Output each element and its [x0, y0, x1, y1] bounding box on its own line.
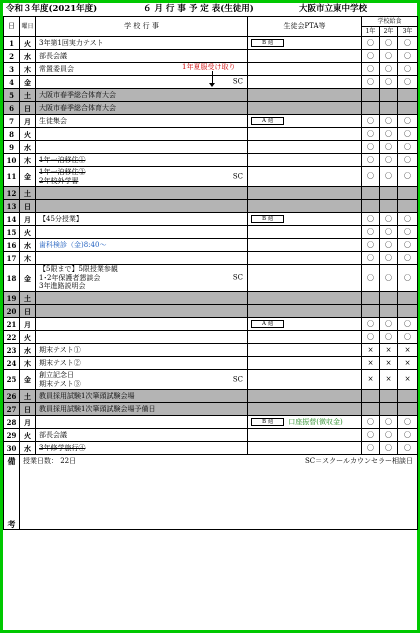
school-events-cell — [36, 390, 248, 403]
pta-cell — [248, 128, 362, 141]
lunch-mark-grade-2: 〇 — [380, 50, 398, 63]
week-badge: B 週 — [251, 418, 284, 426]
day-row — [4, 50, 418, 63]
lunch-mark-grade-3 — [398, 102, 418, 115]
school-event: 1年一泊移住② — [39, 168, 86, 176]
pta-cell — [248, 344, 362, 357]
lunch-mark-grade-2: 〇 — [380, 226, 398, 239]
day-row — [4, 128, 418, 141]
weekday: 月 — [20, 318, 36, 331]
day-number: 29 — [4, 429, 20, 442]
weekday: 金 — [20, 370, 36, 390]
day-number: 4 — [4, 76, 20, 89]
day-number: 20 — [4, 305, 20, 318]
lunch-mark-grade-3 — [398, 292, 418, 305]
lunch-mark-grade-3 — [398, 187, 418, 200]
school-events-cell — [36, 102, 248, 115]
weekday: 日 — [20, 200, 36, 213]
day-row — [4, 115, 418, 128]
school-events-cell — [36, 37, 248, 50]
school-events-cell — [36, 370, 248, 390]
school-event: 大阪市春季総合体育大会 — [39, 103, 116, 112]
lunch-mark-grade-1: 〇 — [362, 331, 380, 344]
day-row — [4, 344, 418, 357]
school-events-cell — [36, 226, 248, 239]
school-events-cell — [36, 429, 248, 442]
school-event: 歯科検診（金)8:40～ — [39, 240, 107, 249]
pta-cell — [248, 252, 362, 265]
school-event: 大阪市春季総合体育大会 — [39, 90, 116, 99]
sc-marker: SC — [232, 375, 243, 383]
weekday: 月 — [20, 213, 36, 226]
lunch-mark-grade-3: 〇 — [398, 167, 418, 187]
lunch-mark-grade-2: × — [380, 357, 398, 370]
weekday: 月 — [20, 115, 36, 128]
lunch-mark-grade-2: × — [380, 344, 398, 357]
pta-cell — [248, 292, 362, 305]
day-row — [4, 89, 418, 102]
weekday: 火 — [20, 128, 36, 141]
pta-cell — [248, 37, 362, 50]
lunch-mark-grade-3: 〇 — [398, 429, 418, 442]
lunch-mark-grade-2: 〇 — [380, 331, 398, 344]
school-event: 1年一泊移住① — [39, 155, 86, 164]
lunch-mark-grade-1: 〇 — [362, 128, 380, 141]
grade-1-header: 1年 — [362, 27, 380, 37]
pta-cell — [248, 442, 362, 455]
pta-cell — [248, 226, 362, 239]
school-events-cell — [36, 63, 248, 76]
lunch-mark-grade-2: 〇 — [380, 115, 398, 128]
pta-cell — [248, 187, 362, 200]
day-row — [4, 318, 418, 331]
lunch-mark-grade-1: 〇 — [362, 63, 380, 76]
lunch-mark-grade-2: 〇 — [380, 76, 398, 89]
school-events-cell — [36, 213, 248, 226]
lunch-mark-grade-1: 〇 — [362, 76, 380, 89]
weekday: 木 — [20, 154, 36, 167]
day-row — [4, 442, 418, 455]
day-number: 5 — [4, 89, 20, 102]
day-number: 14 — [4, 213, 20, 226]
day-number: 22 — [4, 331, 20, 344]
lunch-mark-grade-1: 〇 — [362, 226, 380, 239]
lesson-days: 授業日数： 22日 — [23, 457, 77, 465]
school-events-header: 学 校 行 事 — [36, 17, 248, 37]
lunch-mark-grade-3: 〇 — [398, 37, 418, 50]
day-number: 3 — [4, 63, 20, 76]
lunch-mark-grade-3: × — [398, 357, 418, 370]
day-row — [4, 76, 418, 89]
school-event: 3年第1回実力テスト — [39, 38, 104, 47]
weekday: 木 — [20, 357, 36, 370]
day-number: 18 — [4, 265, 20, 292]
lunch-mark-grade-2 — [380, 403, 398, 416]
school-events-cell — [36, 239, 248, 252]
sc-legend: SC＝スクールカウンセラー相談日 — [305, 457, 414, 465]
day-number: 9 — [4, 141, 20, 154]
lunch-mark-grade-3: × — [398, 370, 418, 390]
lunch-mark-grade-2 — [380, 187, 398, 200]
day-number: 26 — [4, 390, 20, 403]
weekday: 日 — [20, 102, 36, 115]
pta-cell — [248, 403, 362, 416]
pta-cell — [248, 416, 362, 429]
weekday: 火 — [20, 37, 36, 50]
lunch-header: 学校給食 — [362, 17, 418, 27]
weekday: 日 — [20, 305, 36, 318]
lunch-mark-grade-2: 〇 — [380, 318, 398, 331]
pta-cell — [248, 318, 362, 331]
lunch-mark-grade-2: 〇 — [380, 167, 398, 187]
lunch-mark-grade-1 — [362, 403, 380, 416]
school-events-cell — [36, 442, 248, 455]
lunch-mark-grade-3: 〇 — [398, 213, 418, 226]
lunch-mark-grade-2: 〇 — [380, 128, 398, 141]
school-events-cell — [36, 167, 248, 187]
lunch-mark-grade-2 — [380, 390, 398, 403]
lunch-mark-grade-1 — [362, 102, 380, 115]
sc-marker: SC — [232, 172, 243, 180]
weekday: 日 — [20, 403, 36, 416]
lunch-mark-grade-2: × — [380, 370, 398, 390]
pta-cell — [248, 305, 362, 318]
pta-cell — [248, 357, 362, 370]
day-row — [4, 357, 418, 370]
pta-cell — [248, 200, 362, 213]
lunch-mark-grade-2: 〇 — [380, 213, 398, 226]
school-events-cell — [36, 344, 248, 357]
pta-cell — [248, 141, 362, 154]
lunch-mark-grade-3: 〇 — [398, 50, 418, 63]
school-event: 2年校外学習 — [39, 176, 79, 185]
school-events-cell — [36, 357, 248, 370]
remarks-label-bottom: 考 — [7, 519, 16, 529]
lunch-mark-grade-1 — [362, 187, 380, 200]
lunch-mark-grade-1: 〇 — [362, 37, 380, 50]
weekday: 水 — [20, 50, 36, 63]
school-event: 教員採用試験1次筆頭試験会場 — [39, 391, 135, 400]
school-events-cell — [36, 115, 248, 128]
lunch-mark-grade-3: 〇 — [398, 226, 418, 239]
weekday: 土 — [20, 89, 36, 102]
sheet-header — [3, 3, 417, 16]
weekday: 木 — [20, 252, 36, 265]
lunch-mark-grade-1 — [362, 89, 380, 102]
lunch-mark-grade-3: 〇 — [398, 141, 418, 154]
school-events-cell — [36, 141, 248, 154]
school-events-cell — [36, 318, 248, 331]
day-row — [4, 403, 418, 416]
day-number: 16 — [4, 239, 20, 252]
lunch-mark-grade-2: 〇 — [380, 141, 398, 154]
school-event: 創立記念日 — [39, 371, 74, 379]
lunch-mark-grade-3 — [398, 200, 418, 213]
school-events-cell — [36, 416, 248, 429]
weekday: 火 — [20, 331, 36, 344]
day-number: 17 — [4, 252, 20, 265]
weekday: 火 — [20, 429, 36, 442]
lunch-mark-grade-1 — [362, 200, 380, 213]
day-number: 27 — [4, 403, 20, 416]
lunch-mark-grade-2 — [380, 200, 398, 213]
weekday: 木 — [20, 63, 36, 76]
day-row — [4, 154, 418, 167]
pta-cell — [248, 429, 362, 442]
day-row — [4, 416, 418, 429]
school-event: 3年進路説明会 — [39, 282, 86, 291]
lunch-mark-grade-2 — [380, 89, 398, 102]
lunch-mark-grade-3 — [398, 305, 418, 318]
weekday: 金 — [20, 265, 36, 292]
account-transfer-note: 口座振替(徴収金) — [288, 417, 343, 426]
weekday: 金 — [20, 167, 36, 187]
lunch-mark-grade-3: 〇 — [398, 318, 418, 331]
school-events-cell — [36, 200, 248, 213]
weekday-header: 曜日 — [20, 17, 36, 37]
lunch-mark-grade-1: 〇 — [362, 213, 380, 226]
lunch-mark-grade-2 — [380, 305, 398, 318]
school-events-cell — [36, 403, 248, 416]
week-badge: A 週 — [251, 117, 284, 125]
school-event: 3年修学旅行④ — [39, 443, 86, 452]
remarks-content — [20, 455, 418, 530]
day-row — [4, 200, 418, 213]
pta-cell — [248, 76, 362, 89]
day-number: 21 — [4, 318, 20, 331]
weekday: 水 — [20, 344, 36, 357]
day-row — [4, 305, 418, 318]
pta-cell — [248, 331, 362, 344]
school-event: 部長会議 — [39, 430, 67, 439]
remarks-label-top: 備 — [7, 456, 16, 466]
lunch-mark-grade-2 — [380, 292, 398, 305]
lunch-mark-grade-3: 〇 — [398, 76, 418, 89]
lunch-mark-grade-3: 〇 — [398, 331, 418, 344]
lunch-mark-grade-2: 〇 — [380, 252, 398, 265]
remarks-label-cell — [4, 455, 20, 530]
lunch-mark-grade-3: 〇 — [398, 442, 418, 455]
lunch-mark-grade-2: 〇 — [380, 63, 398, 76]
day-row — [4, 331, 418, 344]
day-row — [4, 213, 418, 226]
lunch-mark-grade-1: 〇 — [362, 50, 380, 63]
lunch-mark-grade-3: 〇 — [398, 63, 418, 76]
lunch-mark-grade-1 — [362, 305, 380, 318]
day-row — [4, 102, 418, 115]
lunch-mark-grade-3 — [398, 89, 418, 102]
pta-cell — [248, 115, 362, 128]
day-number: 24 — [4, 357, 20, 370]
school-events-cell — [36, 252, 248, 265]
pta-cell — [248, 265, 362, 292]
school-event: 期末テスト③ — [39, 379, 81, 388]
school-events-cell — [36, 265, 248, 292]
school-event: 【5限まで】5限授業参観 — [39, 265, 118, 274]
day-number: 25 — [4, 370, 20, 390]
weekday: 水 — [20, 141, 36, 154]
lunch-mark-grade-3: 〇 — [398, 265, 418, 292]
lunch-mark-grade-3 — [398, 390, 418, 403]
lunch-mark-grade-3: 〇 — [398, 128, 418, 141]
lunch-mark-grade-1 — [362, 292, 380, 305]
school-event: 常置委員会 — [39, 64, 74, 73]
day-row — [4, 187, 418, 200]
lunch-mark-grade-2: 〇 — [380, 442, 398, 455]
school-events-cell — [36, 128, 248, 141]
fiscal-year: 令和３年度(2021年度) — [6, 4, 98, 14]
lunch-mark-grade-1: 〇 — [362, 239, 380, 252]
lunch-mark-grade-3: 〇 — [398, 154, 418, 167]
day-row — [4, 252, 418, 265]
pta-cell — [248, 390, 362, 403]
day-number: 6 — [4, 102, 20, 115]
day-number: 13 — [4, 200, 20, 213]
pta-cell — [248, 370, 362, 390]
lunch-mark-grade-2: 〇 — [380, 265, 398, 292]
school-event: 【45分授業】 — [39, 214, 83, 223]
lunch-mark-grade-2: 〇 — [380, 416, 398, 429]
day-number: 12 — [4, 187, 20, 200]
day-number: 30 — [4, 442, 20, 455]
page-title: ６ 月 行 事 予 定 表(生徒用) — [143, 4, 254, 14]
lunch-mark-grade-1: × — [362, 357, 380, 370]
day-number: 10 — [4, 154, 20, 167]
lunch-mark-grade-2: 〇 — [380, 429, 398, 442]
weekday: 火 — [20, 226, 36, 239]
lunch-mark-grade-1: 〇 — [362, 416, 380, 429]
day-row — [4, 239, 418, 252]
week-badge: B 週 — [251, 39, 284, 47]
school-events-cell — [36, 331, 248, 344]
day-number: 2 — [4, 50, 20, 63]
weekday: 土 — [20, 292, 36, 305]
day-number: 15 — [4, 226, 20, 239]
lunch-mark-grade-2 — [380, 102, 398, 115]
school-events-cell — [36, 305, 248, 318]
pta-cell — [248, 50, 362, 63]
weekday: 月 — [20, 416, 36, 429]
school-event: 部長会議 — [39, 51, 67, 60]
weekday: 土 — [20, 390, 36, 403]
school-event: 1･2年保護者懇談会 — [39, 273, 101, 282]
school-events-cell — [36, 154, 248, 167]
school-event: 期末テスト② — [39, 358, 81, 367]
lunch-mark-grade-1: 〇 — [362, 442, 380, 455]
pta-cell — [248, 154, 362, 167]
school-events-cell — [36, 76, 248, 89]
lunch-mark-grade-1 — [362, 390, 380, 403]
school-events-cell — [36, 187, 248, 200]
lunch-mark-grade-3: 〇 — [398, 416, 418, 429]
weekday: 水 — [20, 442, 36, 455]
schedule-table — [3, 16, 418, 530]
weekday: 水 — [20, 239, 36, 252]
lunch-mark-grade-2: 〇 — [380, 154, 398, 167]
lunch-mark-grade-3: × — [398, 344, 418, 357]
school-name: 大阪市立東中学校 — [299, 4, 368, 14]
school-event: 期末テスト① — [39, 345, 81, 354]
grade-2-header: 2年 — [380, 27, 398, 37]
school-event: 生徒集会 — [39, 116, 67, 125]
lunch-mark-grade-1: 〇 — [362, 154, 380, 167]
day-number: 8 — [4, 128, 20, 141]
lunch-mark-grade-1: × — [362, 370, 380, 390]
day-row — [4, 429, 418, 442]
day-header: 日 — [4, 17, 20, 37]
week-badge: A 週 — [251, 320, 284, 328]
lunch-mark-grade-1: 〇 — [362, 167, 380, 187]
lunch-mark-grade-1: × — [362, 344, 380, 357]
day-number: 7 — [4, 115, 20, 128]
day-row — [4, 265, 418, 292]
schedule-sheet — [3, 3, 417, 630]
lunch-mark-grade-2: 〇 — [380, 37, 398, 50]
week-badge: B 週 — [251, 215, 284, 223]
day-number: 11 — [4, 167, 20, 187]
lunch-mark-grade-3 — [398, 403, 418, 416]
day-number: 19 — [4, 292, 20, 305]
lunch-mark-grade-2: 〇 — [380, 239, 398, 252]
school-events-cell — [36, 292, 248, 305]
day-row — [4, 390, 418, 403]
lunch-mark-grade-3: 〇 — [398, 252, 418, 265]
day-row — [4, 370, 418, 390]
day-number: 23 — [4, 344, 20, 357]
pta-cell — [248, 102, 362, 115]
weekday: 土 — [20, 187, 36, 200]
school-events-cell — [36, 50, 248, 63]
lunch-mark-grade-1: 〇 — [362, 318, 380, 331]
day-row — [4, 63, 418, 76]
weekday: 金 — [20, 76, 36, 89]
day-row — [4, 226, 418, 239]
pta-cell — [248, 167, 362, 187]
school-events-cell — [36, 89, 248, 102]
day-row — [4, 37, 418, 50]
lunch-mark-grade-3: 〇 — [398, 115, 418, 128]
pta-cell — [248, 239, 362, 252]
pta-header: 生徒会PTA等 — [248, 17, 362, 37]
pta-cell — [248, 63, 362, 76]
grade-3-header: 3年 — [398, 27, 418, 37]
lunch-mark-grade-3: 〇 — [398, 239, 418, 252]
lunch-mark-grade-1: 〇 — [362, 115, 380, 128]
lunch-mark-grade-1: 〇 — [362, 252, 380, 265]
lunch-mark-grade-1: 〇 — [362, 265, 380, 292]
pta-cell — [248, 213, 362, 226]
lunch-mark-grade-1: 〇 — [362, 429, 380, 442]
pta-cell — [248, 89, 362, 102]
summer-uniform-note: 1年夏服受け取り — [182, 63, 236, 71]
sc-marker: SC — [232, 77, 243, 86]
school-event: 教員採用試験1次筆頭試験会場予備日 — [39, 404, 156, 413]
day-row — [4, 167, 418, 187]
day-row — [4, 292, 418, 305]
lunch-mark-grade-1: 〇 — [362, 141, 380, 154]
day-row — [4, 141, 418, 154]
sc-marker: SC — [232, 273, 243, 282]
day-number: 28 — [4, 416, 20, 429]
day-number: 1 — [4, 37, 20, 50]
